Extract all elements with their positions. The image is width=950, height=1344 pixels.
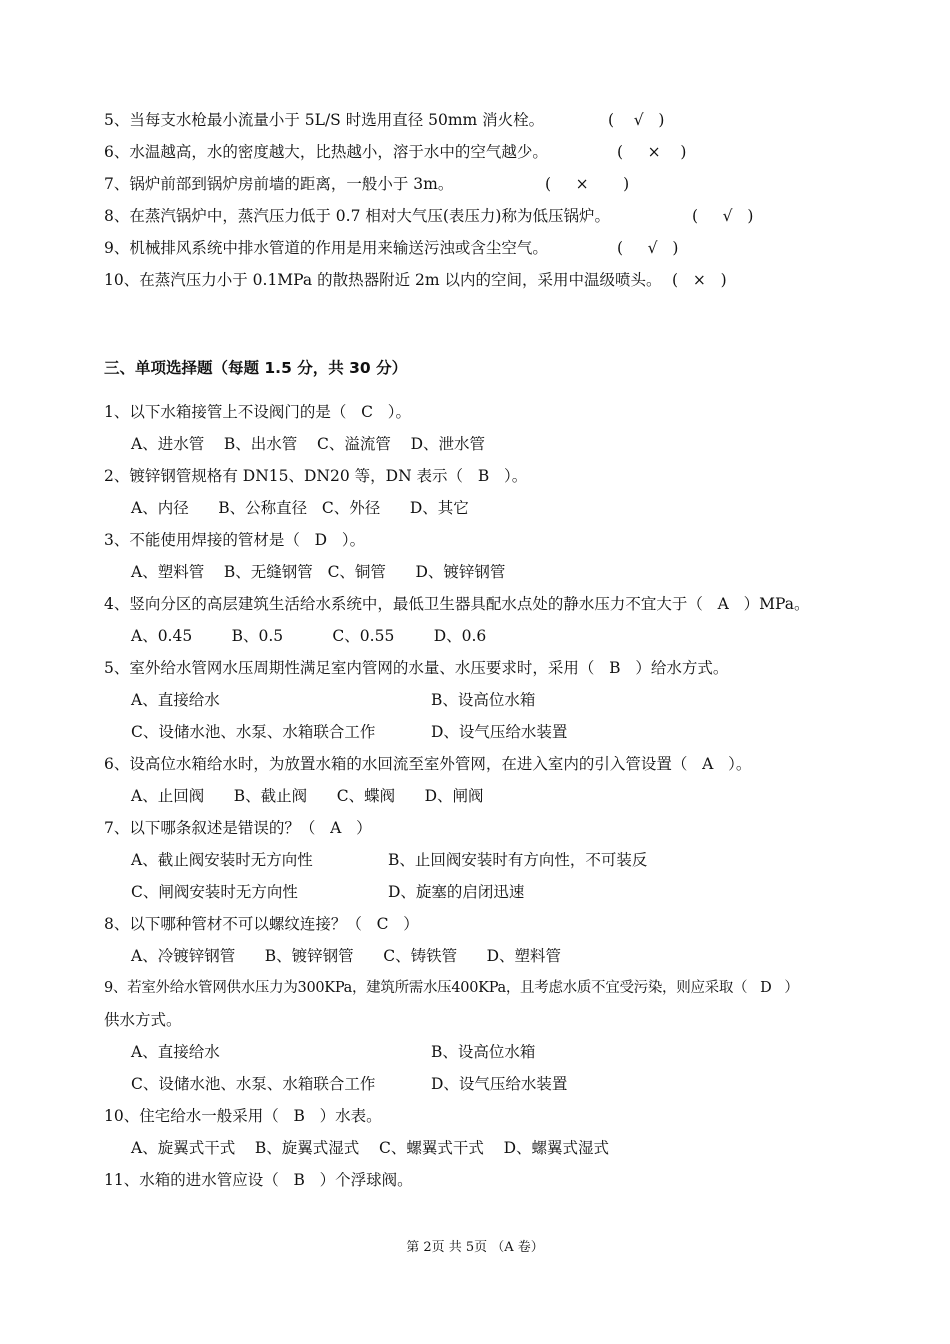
question-5-option-d: D、设气压给水装置 — [431, 723, 568, 741]
question-1: 1、以下水箱接管上不设阀门的是（ C ）。 — [104, 403, 412, 421]
question-7-option-a: A、截止阀安装时无方向性 — [131, 851, 313, 869]
judgement-answer: ( √ ) — [692, 207, 754, 225]
question-5-option-a: A、直接给水 — [131, 691, 220, 709]
question-5: 5、室外给水管网水压周期性满足室内管网的水量、水压要求时，采用（ B ）给水方式。 — [104, 659, 729, 677]
question-9-option-b: B、设高位水箱 — [431, 1043, 536, 1061]
question-5-option-c: C、设储水池、水泵、水箱联合工作 — [131, 723, 376, 741]
question-9-option-d: D、设气压给水装置 — [431, 1075, 568, 1093]
judgement-answer: ( √ ) — [608, 111, 665, 129]
question-9-line-2: 供水方式。 — [104, 1011, 182, 1029]
question-2: 2、镀锌钢管规格有 DN15、DN20 等，DN 表示（ B ）。 — [104, 467, 528, 485]
question-1-options: A、进水管 B、出水管 C、溢流管 D、泄水管 — [131, 435, 485, 453]
question-7-option-b: B、止回阀安装时有方向性，不可装反 — [388, 851, 648, 869]
question-9-option-a: A、直接给水 — [131, 1043, 220, 1061]
judgement-text: 6、水温越高，水的密度越大，比热越小，溶于水中的空气越少。 — [104, 143, 548, 161]
section-title: 三、单项选择题（每题 1.5 分，共 30 分） — [104, 359, 408, 377]
question-10-options: A、旋翼式干式 B、旋翼式湿式 C、螺翼式干式 D、螺翼式湿式 — [131, 1139, 609, 1157]
question-9-option-c: C、设储水池、水泵、水箱联合工作 — [131, 1075, 376, 1093]
question-6: 6、设高位水箱给水时，为放置水箱的水回流至室外管网，在进入室内的引入管设置（ A ）。 — [104, 755, 752, 773]
judgement-answer: ( × ) — [617, 143, 687, 161]
judgement-text: 5、当每支水枪最小流量小于 5L/S 时选用直径 50mm 消火栓。 — [104, 111, 545, 129]
question-3: 3、不能使用焊接的管材是（ D ）。 — [104, 531, 366, 549]
question-3-options: A、塑料管 B、无缝钢管 C、铜管 D、镀锌钢管 — [131, 563, 506, 581]
judgement-answer: ( × ) — [545, 175, 630, 193]
judgement-text: 9、机械排风系统中排水管道的作用是用来输送污浊或含尘空气。 — [104, 239, 548, 257]
question-10: 10、住宅给水一般采用（ B ）水表。 — [104, 1107, 382, 1125]
question-8: 8、以下哪种管材不可以螺纹连接？（ C ） — [104, 915, 419, 933]
question-6-options: A、止回阀 B、截止阀 C、蝶阀 D、闸阀 — [131, 787, 484, 805]
judgement-answer: ( √ ) — [617, 239, 679, 257]
page-footer: 第 2页 共 5页 （A 卷） — [406, 1240, 544, 1255]
question-8-options: A、冷镀锌钢管 B、镀锌钢管 C、铸铁管 D、塑料管 — [131, 947, 562, 965]
judgement-answer: ( × ) — [672, 271, 727, 289]
judgement-text: 8、在蒸汽锅炉中，蒸汽压力低于 0.7 相对大气压(表压力)称为低压锅炉。 — [104, 207, 610, 225]
question-2-options: A、内径 B、公称直径 C、外径 D、其它 — [131, 499, 469, 517]
question-4-options: A、0.45 B、0.5 C、0.55 D、0.6 — [131, 627, 487, 645]
question-9-line-1: 9、若室外给水管网供水压力为300KPa，建筑所需水压400KPa，且考虑水质不宜受污染，则应采取（ D ） — [104, 980, 799, 996]
question-7-option-d: D、旋塞的启闭迅速 — [388, 883, 525, 901]
question-4: 4、竖向分区的高层建筑生活给水系统中，最低卫生器具配水点处的静水压力不宜大于（ A ）MPa。 — [104, 595, 810, 613]
judgement-text: 7、锅炉前部到锅炉房前墙的距离，一般小于 3m。 — [104, 175, 454, 193]
question-7-option-c: C、闸阀安装时无方向性 — [131, 883, 298, 901]
question-7: 7、以下哪条叙述是错误的？（ A ） — [104, 819, 372, 837]
question-5-option-b: B、设高位水箱 — [431, 691, 536, 709]
judgement-text: 10、在蒸汽压力小于 0.1MPa 的散热器附近 2m 以内的空间，采用中温级喷头。 — [104, 271, 662, 289]
question-11: 11、水箱的进水管应设（ B ）个浮球阀。 — [104, 1171, 413, 1189]
